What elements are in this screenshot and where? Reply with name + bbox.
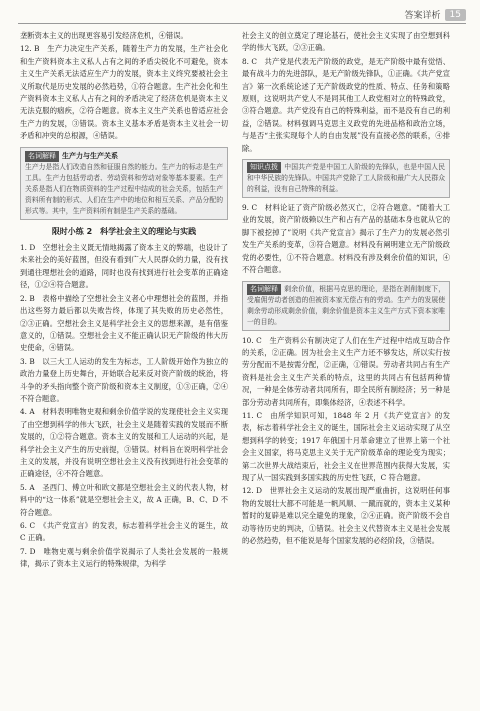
box-body: 中国共产党是中国工人阶级的先锋队，也是中国人民和中华民族的先锋队。中国共产党除了工人阶级和最广大人民群众的利益，没有自己特殊的利益。 — [247, 163, 445, 194]
page-header — [405, 8, 466, 21]
header-title: 答案详析 — [404, 11, 441, 21]
answer-10: 10. C 生产资料公有制决定了人们在生产过程中结成互助合作的关系，②正确。因为社会主义生产力还不够发达，所以实行按劳分配而不是按需分配，②正确，①错误。劳动者共同占有生产资料是社会主义生产关系的特点，这里的共同占有包括两种情况，一种是全体劳动者共同所有，即全民所有制经济；另一种是部分劳动者共同所有，即集体经济，④表述不科学。 — [242, 335, 450, 407]
box-tag: 知识点拨 — [247, 162, 281, 173]
answer-12: 12. B 生产力决定生产关系，随着生产力的发展，生产社会化和生产资料资本主义私人占有之间的矛盾尖锐化不可避免，资本主义生产关系无法适应生产力的发展，资本主义终究要被社会主义所取代是历史发展的必然趋势，①符合题意。生产社会化和生产资料资本主义私人占有之间的矛盾决定了经济危机是资本主义无法克服的痼疾，②符合题意。资本主义生产关系也曾适应社会生产力的发展，③错误。资本主义基本矛盾是资本主义社会一切矛盾和冲突的总根源，④错误。 — [20, 44, 228, 141]
header-rule — [18, 23, 466, 24]
box-tag: 名词解释 — [247, 284, 281, 295]
left-column — [20, 30, 228, 572]
answer-9: 9. C 材料论证了资产阶级必然灭亡，②符合题意。“随着大工业的发展，资产阶级赖以生产和占有产品的基础本身也就从它的脚下被挖掉了”说明《共产党宣言》揭示了生产力的发展必然引发生产关系的变革，③符合题意。材料没有阐明建立无产阶级政党的必要性，①不符合题意。材料没有涉及剩余价值的知识，④不符合题意。 — [242, 203, 450, 275]
box-body: 剩余价值，根据马克思的理论，是指在剥削制度下，受雇佣劳动者创造的但被资本家无偿占有的劳动。生产力的发展使剩余劳动形成剩余价值，剩余价值是资本主义生产方式下资本家唯一的目的。 — [247, 284, 445, 326]
section-title: 限时小练 2 科学社会主义的理论与实践 — [51, 226, 197, 236]
paragraph: 社会主义的创立奠定了理论基石，使社会主义实现了由空想到科学的伟大飞跃，②③正确。 — [242, 31, 450, 53]
box-tag: 名词解释 — [25, 151, 59, 162]
paragraph: 垄断资本主义的出现更容易引发经济危机，④错误。 — [20, 31, 188, 40]
answer-8: 8. C 共产党是代表无产阶级的政党，是无产阶级中最有觉悟、最有战斗力的先进部队，是无产阶级先锋队，①正确。《共产党宣言》第一次系统论述了无产阶级政党的性质、特点、任务和策略原则，这说明共产党人不是同其他工人政党相对立的特殊政党，③符合题意。共产党没有自己的特殊利益，而不是没有自己的利益，②错误。材料强调马克思主义政党的先进品格和政治立场，与是否“主张实现每个人的自由发展”没有直接必然的联系，④排除。 — [242, 56, 450, 153]
answer-2: 2. B 表格中描绘了空想社会主义者心中理想社会的蓝图，并指出这些努力最后都以失败告终，体现了其失败的历史必然性，②③正确。空想社会主义是科学社会主义的思想来源，是有借鉴意义的，①错误。空想社会主义不能正确认识无产阶级的伟大历史使命，④错误。 — [20, 293, 228, 353]
answer-1: 1. D 空想社会主义既无情地揭露了资本主义的弊端，也设计了未来社会的美好蓝图，但没有看到广大人民群众的力量，没有找到通往理想社会的道路，同时也没有找到进行社会变革的正确途径，①②④符合题意。 — [20, 243, 228, 290]
box-heading: 生产力与生产关系 — [62, 150, 118, 160]
answer-3: 3. B 以三大工人运动的发生为标志，工人阶级开始作为独立的政治力量登上历史舞台，开始联合起来反对资产阶级的统治，将斗争的矛头指向整个资产阶级和资本主义制度，①③正确，②④不符合题意。 — [20, 356, 228, 403]
answer-5: 5. A 圣西门、傅立叶和欧文都是空想社会主义的代表人物，材料中的“这一体系”就是空想社会主义，故 A 正确，B、C、D 不符合题意。 — [20, 482, 228, 517]
answer-6: 6. C 《共产党宣言》的发表，标志着科学社会主义的诞生，故 C 正确。 — [20, 521, 228, 543]
answer-12: 12. D 世界社会主义运动的发展出现严重曲折，这说明任何事物的发展壮大都不可能是一帆风顺、一蹴而就的，资本主义某种暂时的复辟是难以完全避免的现象，②④正确。资产阶级不会自动等待历史的判决，①错误。社会主义代替资本主义是社会发展的必然趋势，但不能说是每个国家发展的必经阶段，③错误。 — [242, 486, 450, 545]
right-column — [242, 30, 450, 548]
tip-box — [242, 159, 450, 198]
answer-4: 4. A 材料表明唯物史观和剩余价值学说的发现使社会主义实现了由空想到科学的伟大飞跃，社会主义是随着实践的发展而不断发展的，①②符合题意。资本主义的发展和工人运动的兴起，是科学社会主义产生的历史前提，③错误。材料旨在说明科学社会主义的发展，并没有说明空想社会主义没有找到进行社会变革的正确途径，④不符合题意。 — [20, 407, 228, 479]
answer-7: 7. D 唯物史观与剩余价值学说揭示了人类社会发展的一般规律，揭示了资本主义运行的特殊规律，为科学 — [20, 546, 228, 569]
term-box — [20, 147, 228, 220]
page-number: 15 — [445, 9, 466, 21]
box-body: 生产力是指人们改造自然和征服自然的能力。生产力的标志是生产工具。生产力包括劳动者、劳动资料和劳动对象等基本要素。生产关系是指人们在物质资料的生产过程中结成的社会关系，包括生产资料所有制的形式、人们在生产中的地位和相互关系、产品分配的形式等。其中，生产资料所有制是生产关系的基础。 — [25, 162, 223, 215]
term-box — [242, 281, 450, 331]
answer-11: 11. C 由所学知识可知，1848 年 2 月《共产党宣言》的发表，标志着科学社会主义的诞生，国际社会主义运动实现了从空想到科学的转变；1917 年俄国十月革命建立了世界上第一个社会主义国家，将马克思主义关于无产阶级革命的理论变为现实；第二次世界大战结束后，社会主义在世界范围内获得大发展，实现了从一国实践到多国实践的历史性飞跃，C 符合题意。 — [242, 410, 450, 482]
